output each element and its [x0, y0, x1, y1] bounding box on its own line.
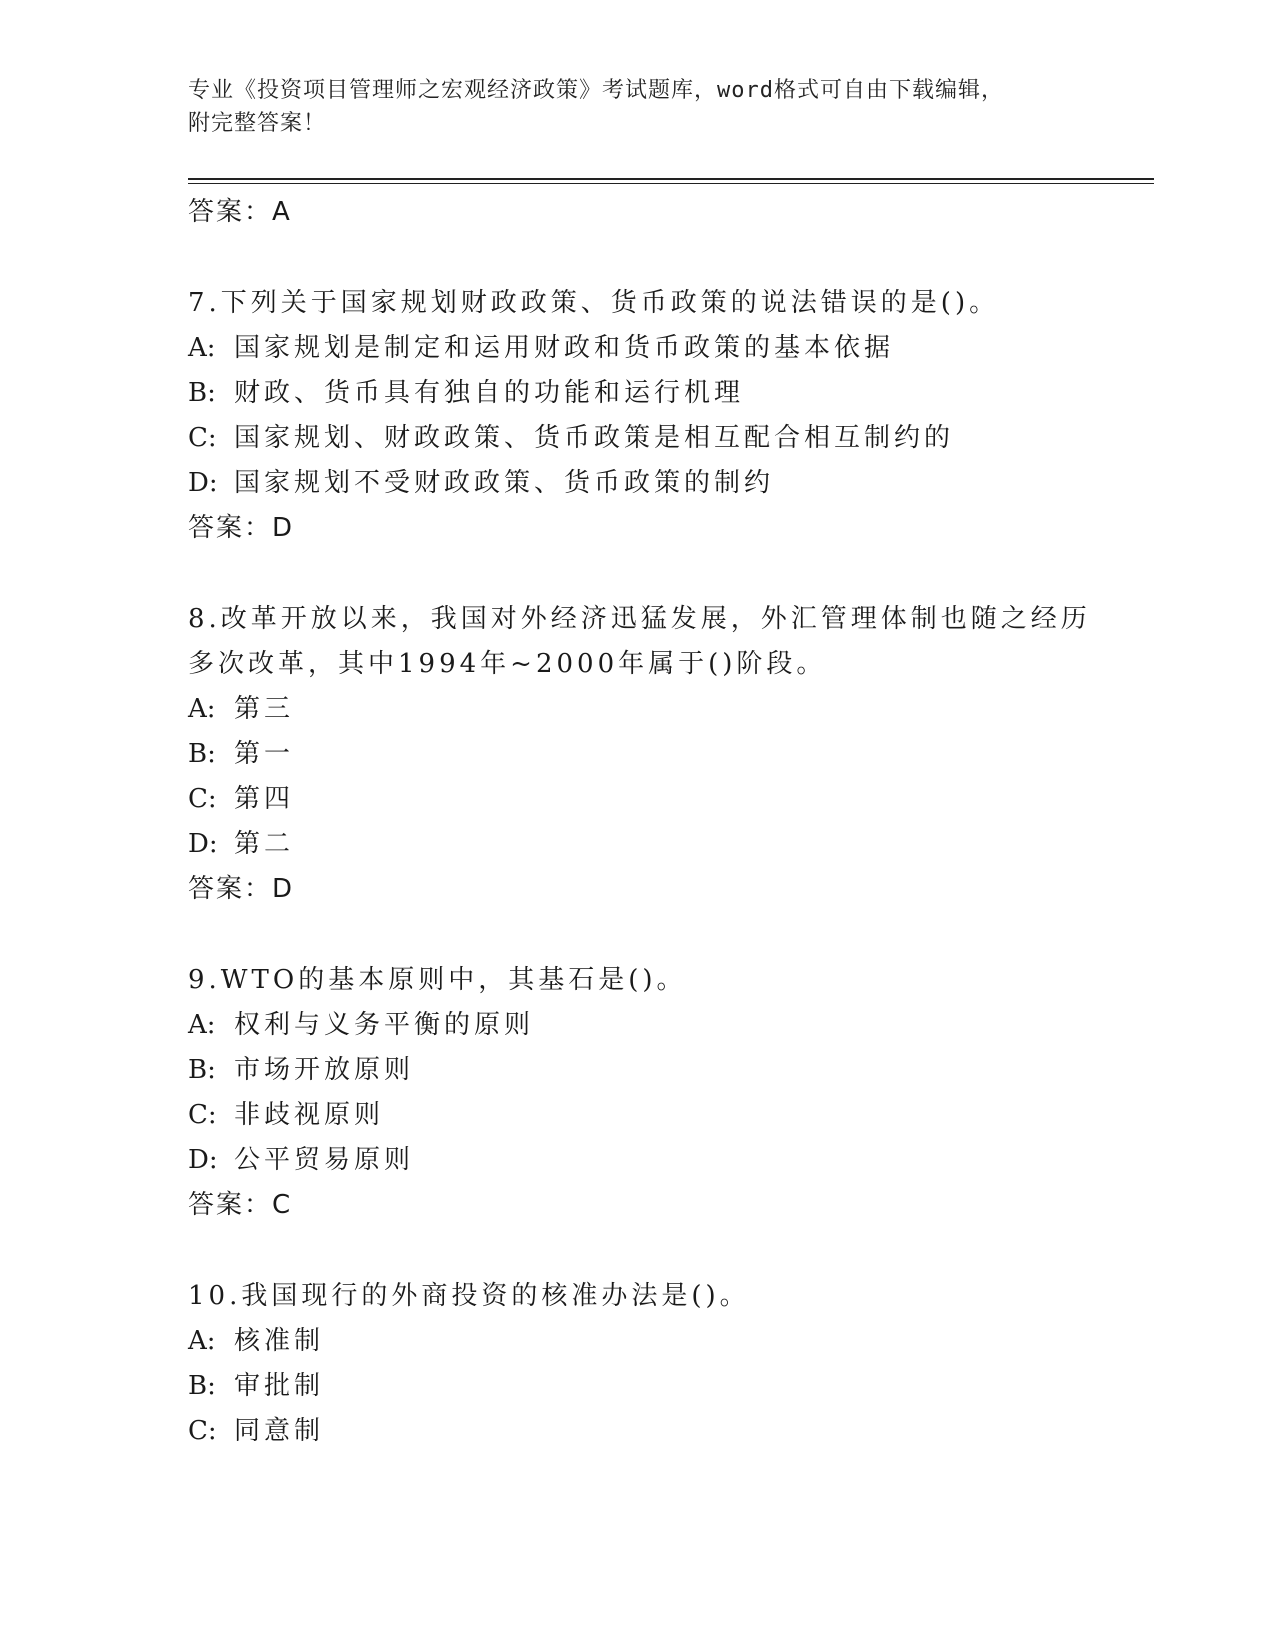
option-letter: B: [188, 378, 216, 408]
option-letter: B: [188, 1371, 216, 1401]
question-list [188, 190, 1148, 1454]
spacer [188, 912, 1148, 958]
header-line-2: 附完整答案！ [188, 111, 327, 136]
option-c [188, 1409, 1148, 1454]
option-letter: C: [188, 1416, 217, 1446]
document-header [188, 74, 1088, 140]
option-text: 核准制 [234, 1326, 325, 1356]
option-text: 第四 [234, 784, 295, 814]
option-a [188, 1003, 1148, 1048]
question-stem-line-2: 多次改革，其中1994年~2000年属于()阶段。 [188, 649, 827, 679]
option-letter: A: [188, 1010, 216, 1040]
spacer [188, 551, 1148, 597]
option-text: 第三 [234, 694, 295, 724]
header-line-1: 专业《投资项目管理师之宏观经济政策》考试题库，word格式可自由下载编辑， [188, 78, 1004, 103]
question-stem-line-1: 8.改革开放以来，我国对外经济迅猛发展，外汇管理体制也随之经历 [188, 604, 1091, 634]
option-d [188, 822, 1148, 867]
option-letter: B: [188, 739, 216, 769]
option-d [188, 1138, 1148, 1183]
option-a [188, 687, 1148, 732]
question-10 [188, 1274, 1148, 1454]
option-letter: A: [188, 694, 216, 724]
option-letter: A: [188, 333, 216, 363]
question-stem: 10.我国现行的外商投资的核准办法是()。 [188, 1281, 750, 1311]
question-stem: 9.WTO的基本原则中，其基石是()。 [188, 965, 687, 995]
answer: 答案：C [188, 1190, 293, 1220]
option-text: 市场开放原则 [234, 1055, 415, 1085]
option-letter: A: [188, 1326, 216, 1356]
option-text: 国家规划不受财政政策、货币政策的制约 [234, 468, 775, 498]
option-letter: C: [188, 423, 217, 453]
option-b [188, 1048, 1148, 1093]
option-letter: C: [188, 784, 217, 814]
spacer [188, 1228, 1148, 1274]
option-text: 第二 [234, 829, 295, 859]
option-text: 国家规划是制定和运用财政和货币政策的基本依据 [234, 333, 895, 363]
option-letter: D: [188, 468, 218, 498]
option-text: 公平贸易原则 [234, 1145, 415, 1175]
question-7 [188, 281, 1148, 551]
option-letter: D: [188, 829, 218, 859]
option-d [188, 461, 1148, 506]
option-text: 非歧视原则 [234, 1100, 385, 1130]
option-text: 同意制 [234, 1416, 325, 1446]
option-text: 权利与义务平衡的原则 [234, 1010, 535, 1040]
option-a [188, 326, 1148, 371]
header-rule-thick [188, 178, 1154, 180]
option-b [188, 732, 1148, 777]
option-letter: C: [188, 1100, 217, 1130]
option-c [188, 777, 1148, 822]
option-letter: D: [188, 1145, 218, 1175]
option-c [188, 1093, 1148, 1138]
option-text: 审批制 [234, 1371, 325, 1401]
answer: 答案：D [188, 874, 295, 904]
previous-answer: 答案：A [188, 197, 292, 227]
option-text: 第一 [234, 739, 295, 769]
answer: 答案：D [188, 513, 295, 543]
option-a [188, 1319, 1148, 1364]
question-9 [188, 958, 1148, 1228]
question-8 [188, 597, 1148, 912]
header-rule-thin [188, 183, 1154, 184]
option-b [188, 1364, 1148, 1409]
question-stem: 7.下列关于国家规划财政政策、货币政策的说法错误的是()。 [188, 288, 1000, 318]
option-text: 财政、货币具有独自的功能和运行机理 [234, 378, 745, 408]
option-letter: B: [188, 1055, 216, 1085]
option-b [188, 371, 1148, 416]
spacer [188, 235, 1148, 281]
option-text: 国家规划、财政政策、货币政策是相互配合相互制约的 [234, 423, 955, 453]
option-c [188, 416, 1148, 461]
